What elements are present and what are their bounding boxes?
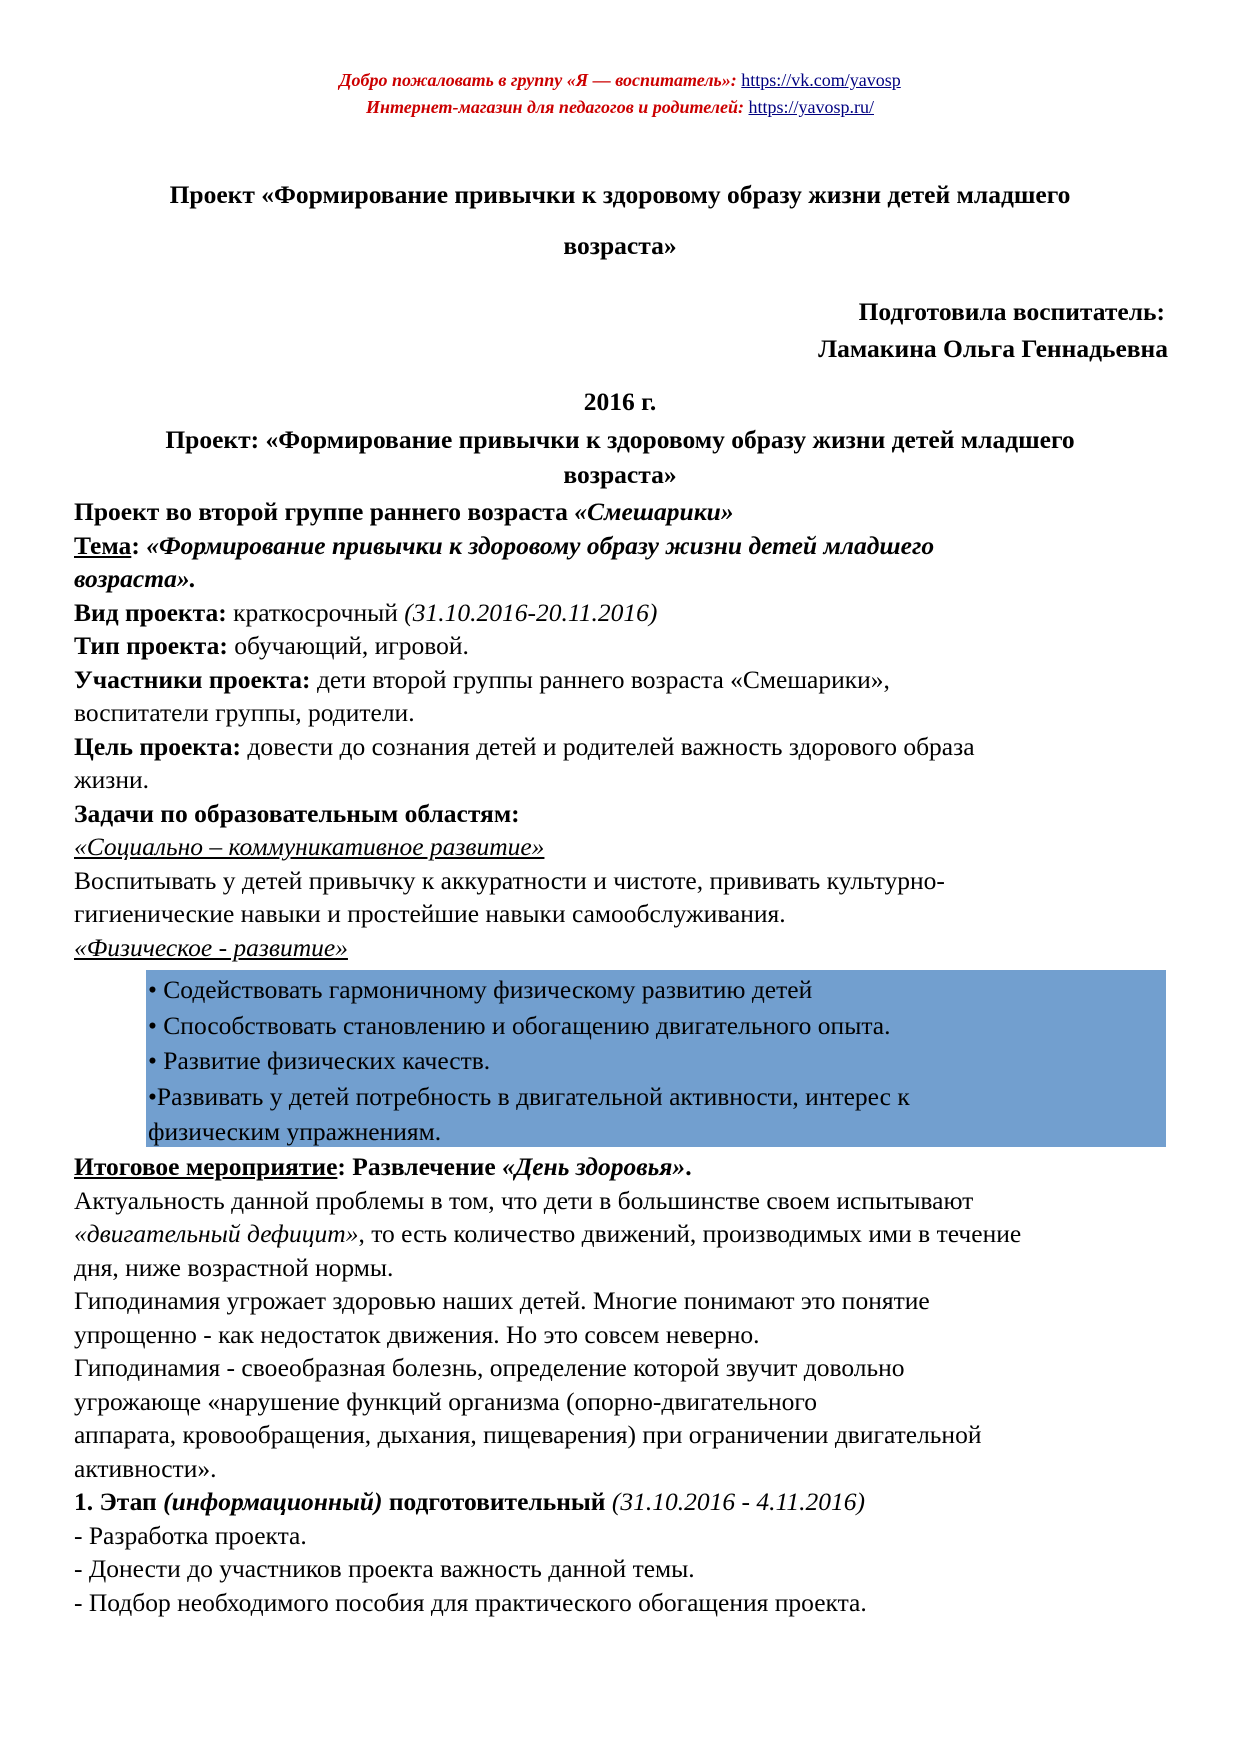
relevance-line-1: Актуальность данной проблемы в том, что дети в большинстве своем испытывают	[74, 1185, 974, 1215]
physical-area-heading: «Физическое - развитие»	[74, 932, 348, 962]
hypodynamia-2-line-2: угрожающе «нарушение функций организма (опорно-двигательного	[74, 1386, 817, 1416]
final-event-line	[74, 1150, 1174, 1184]
goal-label: Цель проекта:	[74, 731, 242, 761]
project-title-line-2: возраста»	[563, 460, 677, 489]
hypodynamia-1-line-2: упрощенно - как недостаток движения. Но это совсем неверно.	[74, 1319, 760, 1349]
goal-value-1: довести до сознания детей и родителей важность здорового образа	[241, 731, 975, 761]
list-item: • Способствовать становлению и обогащению двигательного опыта.	[148, 1010, 891, 1040]
banner-line-2	[0, 96, 1240, 118]
banner-line-1	[0, 69, 1240, 91]
project-kind-line	[74, 596, 1174, 630]
final-event-name: «День здоровья»	[502, 1152, 686, 1181]
shop-link[interactable]: https://yavosp.ru/	[748, 97, 874, 117]
list-item: - Донести до участников проекта важность данной темы.	[74, 1554, 695, 1583]
project-type-value: обучающий, игровой.	[227, 631, 469, 660]
list-item: физическим упражнениям.	[148, 1117, 442, 1146]
participants-line-2: воспитатели группы, родители.	[74, 698, 415, 727]
document-year: 2016 г.	[583, 387, 657, 416]
stage-1-dates: (31.10.2016 - 4.11.2016)	[611, 1487, 865, 1516]
participants-label: Участники проекта:	[74, 664, 311, 694]
author-role: Подготовила воспитатель:	[858, 297, 1165, 326]
theme-line-2	[74, 562, 1174, 596]
banner-shop-text: Интернет-магазин для педагогов и родителей:	[366, 97, 744, 117]
author-name: Ламакина Ольга Геннадьевна	[818, 334, 1168, 363]
project-group-line	[74, 495, 1174, 529]
social-area-line-1: Воспитывать у детей привычку к аккуратности и чистоте, прививать культурно-	[74, 865, 945, 895]
relevance-line-2	[74, 1217, 1174, 1251]
stage-1-label: подготовительный	[382, 1487, 612, 1516]
relevance-rest: , то есть количество движений, производимых ими в течение	[358, 1219, 1022, 1248]
relevance-line-3: дня, ниже возрастной нормы.	[74, 1252, 394, 1282]
project-group-name: «Смешарики»	[574, 497, 734, 526]
physical-goals-list	[148, 972, 1158, 1150]
participants-line-1	[74, 663, 1174, 697]
stage-1-heading	[74, 1485, 1174, 1519]
social-area-line-2: гигиенические навыки и простейшие навыки самообслуживания.	[74, 899, 786, 928]
document-title-line-2: возраста»	[563, 231, 677, 260]
banner-welcome-text: Добро пожаловать в группу «Я — воспитатель»:	[339, 70, 737, 90]
stage-1-number: 1. Этап	[74, 1487, 164, 1516]
theme-value-2: возраста».	[74, 564, 196, 593]
theme-value-1: «Формирование привычки к здоровому образу жизни детей младшего	[146, 530, 935, 560]
project-type-line	[74, 629, 1174, 663]
project-kind-value: краткосрочный	[226, 597, 405, 627]
list-item: • Развитие физических качеств.	[148, 1046, 491, 1075]
theme-label: Тема	[74, 530, 132, 560]
theme-colon: :	[131, 530, 147, 560]
document-body-lower	[74, 1150, 1174, 1619]
project-kind-label: Вид проекта:	[74, 597, 227, 627]
project-kind-dates: (31.10.2016-20.11.2016)	[404, 597, 658, 627]
list-item: •Развивать у детей потребность в двигательной активности, интерес к	[148, 1081, 910, 1111]
project-group-label: Проект во второй группе раннего возраста	[74, 497, 575, 526]
stage-1-italic: (информационный)	[163, 1487, 383, 1516]
list-item: - Подбор необходимого пособия для практического обогащения проекта.	[74, 1587, 867, 1617]
document-body	[74, 495, 1174, 964]
goal-line-2: жизни.	[74, 765, 150, 794]
list-item: - Разработка проекта.	[74, 1520, 307, 1550]
hypodynamia-1-line-1: Гиподинамия угрожает здоровью наших детей. Многие понимают это понятие	[74, 1286, 930, 1315]
social-area-heading: «Социально – коммуникативное развитие»	[74, 832, 545, 861]
hypodynamia-2-line-1: Гиподинамия - своеобразная болезнь, определение которой звучит довольно	[74, 1353, 905, 1382]
hypodynamia-2-line-3: аппарата, кровообращения, дыхания, пищеварения) при ограничении двигательной	[74, 1420, 982, 1449]
project-type-label: Тип проекта:	[74, 631, 228, 660]
final-event-label: Итоговое мероприятие	[74, 1152, 338, 1181]
hypodynamia-2-line-4: активности».	[74, 1453, 217, 1483]
participants-value-1: дети второй группы раннего возраста «Смешарики»,	[310, 664, 890, 694]
document-title-line-1: Проект «Формирование привычки к здоровому образу жизни детей младшего	[169, 180, 1071, 209]
goal-line-1	[74, 730, 1174, 764]
theme-line-1	[74, 529, 1174, 563]
project-title-line-1: Проект: «Формирование привычки к здоровому образу жизни детей младшего	[165, 425, 1075, 454]
final-event-colon: : Развлечение	[337, 1152, 503, 1181]
relevance-italic: «двигательный дефицит»	[74, 1219, 359, 1248]
vk-group-link[interactable]: https://vk.com/yavosp	[741, 70, 901, 90]
final-event-end: .	[685, 1152, 692, 1181]
tasks-heading: Задачи по образовательным областям:	[74, 798, 520, 828]
list-item: • Содействовать гармоничному физическому развитию детей	[148, 975, 813, 1004]
